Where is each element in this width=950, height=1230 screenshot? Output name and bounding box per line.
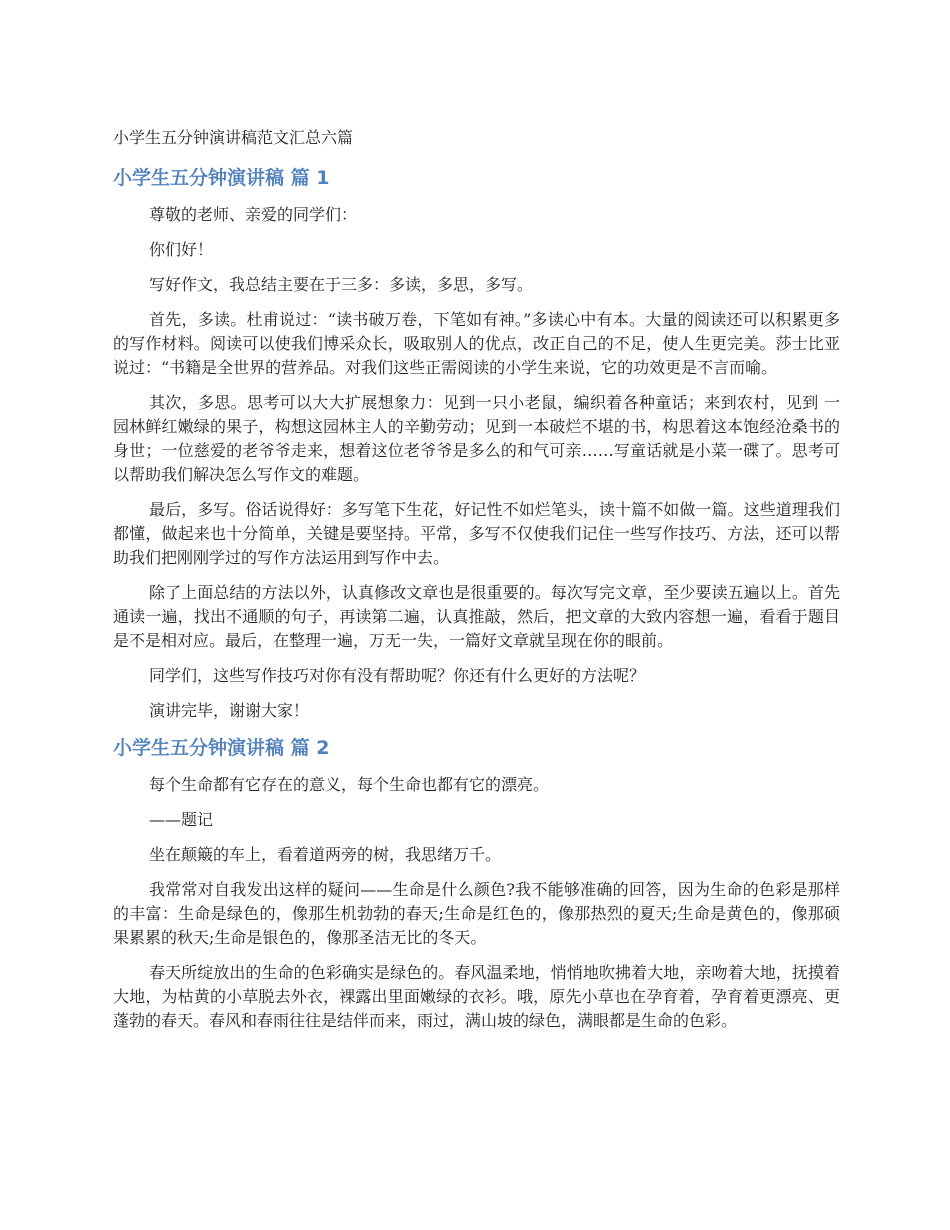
- section-heading: 小学生五分钟演讲稿 篇 1: [113, 167, 330, 189]
- paragraph: 同学们，这些写作技巧对你有没有帮助呢？你还有什么更好的方法呢？: [149, 666, 646, 685]
- section-1: [113, 165, 840, 723]
- paragraph: 演讲完毕，谢谢大家！: [149, 701, 310, 720]
- paragraph: 尊敬的老师、亲爱的同学们：: [149, 205, 358, 224]
- document-page: [113, 127, 840, 1045]
- paragraph: 每个生命都有它存在的意义，每个生命也都有它的漂亮。: [149, 775, 550, 794]
- section-heading: 小学生五分钟演讲稿 篇 2: [113, 737, 330, 759]
- paragraph: ——题记: [149, 810, 214, 829]
- document-title: 小学生五分钟演讲稿范文汇总六篇: [113, 128, 354, 147]
- paragraph: 首先，多读。杜甫说过：“读书破万卷，下笔如有神。”多读心中有本。大量的阅读还可以积累更多的写作材料。阅读可以使我们博采众长，吸取别人的优点，改正自己的不足，使人生更完美。莎士比亚说过：“书籍是全世界的营养品。对我们这些正需阅读的小学生来说，它的功效更是不言而喻。: [113, 310, 840, 377]
- paragraph: 我常常对自我发出这样的疑问——生命是什么颜色?我不能够准确的回答，因为生命的色彩是那样的丰富：生命是绿色的，像那生机勃勃的春天;生命是红色的，像那热烈的夏天;生命是黄色的，像那硕果累累的秋天;生命是银色的，像那圣洁无比的冬天。: [113, 880, 840, 947]
- paragraph: 你们好！: [149, 240, 214, 259]
- paragraph: 最后，多写。俗话说得好：多写笔下生花，好记性不如烂笔头，读十篇不如做一篇。这些道理我们都懂，做起来也十分简单，关键是要坚持。平常，多写不仅使我们记住一些写作技巧、方法，还可以帮助我们把刚刚学过的写作方法运用到写作中去。: [113, 500, 840, 567]
- paragraph: 坐在颠簸的车上，看着道两旁的树，我思绪万千。: [149, 845, 502, 864]
- paragraph: 其次，多思。思考可以大大扩展想象力：见到一只小老鼠，编织着各种童话；来到农村，见到 一园林鲜红嫩绿的果子，构想这园林主人的辛勤劳动；见到一本破烂不堪的书，构思着这本饱经沧桑书的身世；一位慈爱的老爷爷走来，想着这位老爷爷是多么的和气可亲……写童话就是小菜一碟了。思考可以帮助我们解决怎么写作文的难题。: [113, 393, 840, 484]
- paragraph: 写好作文，我总结主要在于三多：多读，多思，多写。: [149, 275, 534, 294]
- paragraph: 除了上面总结的方法以外，认真修改文章也是很重要的。每次写完文章，至少要读五遍以上。首先通读一遍，找出不通顺的句子，再读第二遍，认真推敲，然后，把文章的大致内容想一遍，看看于题目是不是相对应。最后，在整理一遍，万无一失，一篇好文章就呈现在你的眼前。: [113, 583, 840, 650]
- paragraph: 春天所绽放出的生命的色彩确实是绿色的。春风温柔地，悄悄地吹拂着大地，亲吻着大地，抚摸着大地，为枯黄的小草脱去外衣，裸露出里面嫩绿的衣衫。哦，原先小草也在孕育着，孕育着更漂亮、更蓬勃的春天。春风和春雨往往是结伴而来，雨过，满山坡的绿色，满眼都是生命的色彩。: [113, 963, 840, 1030]
- section-2: [113, 735, 840, 1033]
